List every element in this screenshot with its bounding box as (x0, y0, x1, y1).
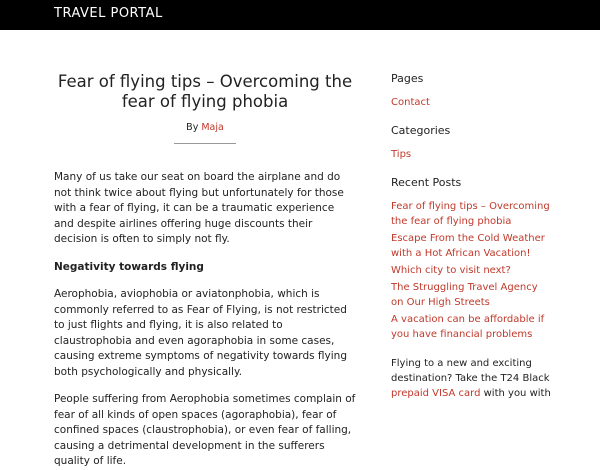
recent-posts-widget-title: Recent Posts (391, 176, 462, 189)
article (54, 72, 356, 470)
recent-post-link[interactable]: Fear of flying tips – Overcoming the fear of flying phobia (391, 201, 550, 227)
site-title-link[interactable]: TRAVEL PORTAL (54, 6, 163, 21)
byline (54, 122, 356, 133)
pages-widget (391, 72, 551, 110)
author-link[interactable]: Maja (201, 122, 224, 133)
sidebar (391, 72, 551, 401)
post-title: Fear of flying tips – Overcoming the fear of flying phobia (57, 72, 353, 111)
recent-posts-widget (391, 176, 551, 342)
promo-text-after: with you with (483, 388, 551, 399)
pages-widget-title: Pages (391, 72, 424, 85)
category-link-tips[interactable]: Tips (391, 149, 412, 160)
article-paragraph: Aerophobia, aviophobia or aviatonphobia, which is commonly referred to as Fear of Flying, is not restricted to just flights and flying, it is also related to claustrophobia and even agoraphobia in some cases, causing extreme symptoms of negativity towards flying both psychologically and physically. (54, 288, 347, 378)
promo-text-before: Flying to a new and exciting destination? Take the T24 Black (391, 358, 550, 384)
recent-post-link[interactable]: Which city to visit next? (391, 265, 511, 276)
article-paragraph: People suffering from Aerophobia sometimes complain of fear of all kinds of open spaces (agoraphobia), fear of confined spaces (claustrophobia), or even fear of falling, causing a detrimental development in the sufferers quality of life. (54, 393, 356, 467)
title-divider (174, 143, 236, 144)
promo-text (391, 356, 551, 401)
promo-link[interactable]: prepaid VISA card (391, 388, 481, 399)
section-heading: Negativity towards flying (54, 260, 204, 273)
categories-widget-title: Categories (391, 124, 451, 137)
categories-widget (391, 124, 551, 162)
recent-post-link[interactable]: The Struggling Travel Agency on Our High Streets (391, 282, 538, 308)
recent-post-link[interactable]: A vacation can be affordable if you have financial problems (391, 314, 545, 340)
top-bar (0, 0, 600, 30)
page-link-contact[interactable]: Contact (391, 97, 430, 108)
article-paragraph: Many of us take our seat on board the airplane and do not think twice about flying but unfortunately for those with a fear of flying, it can be a traumatic experience and despite airlines offering huge discounts their decision is often to simply not fly. (54, 171, 344, 245)
recent-post-link[interactable]: Escape From the Cold Weather with a Hot African Vacation! (391, 233, 545, 259)
byline-prefix: By (186, 122, 199, 133)
